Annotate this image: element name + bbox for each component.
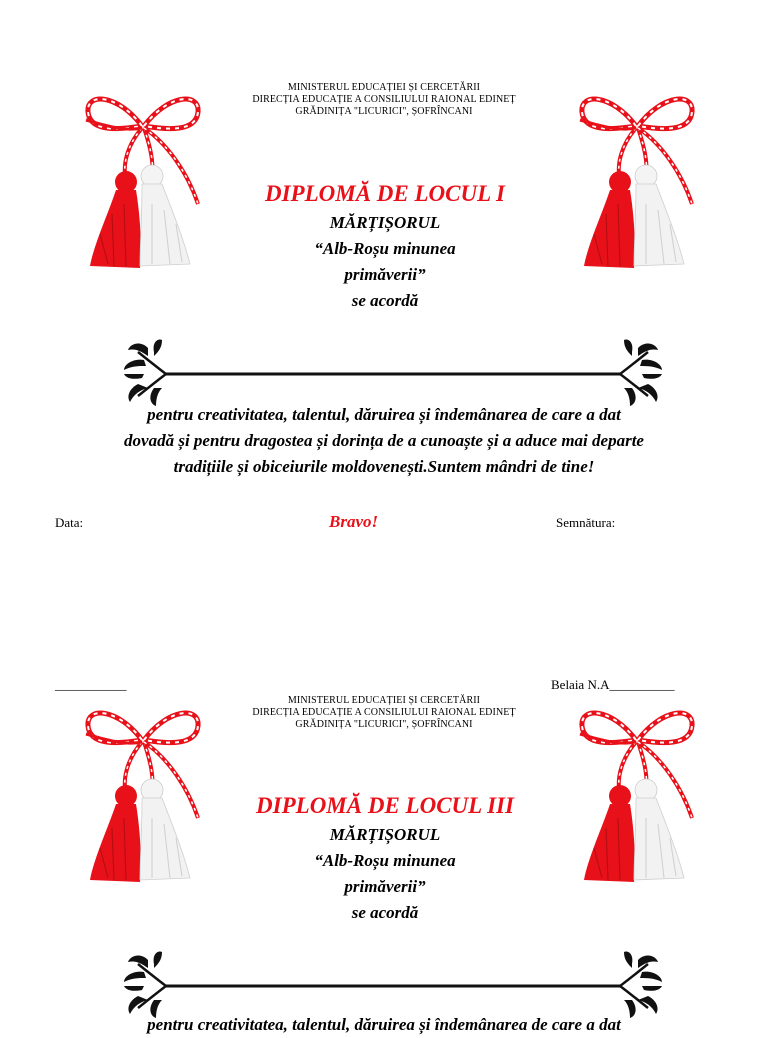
awarded-to: se acordă: [351, 903, 419, 922]
header-ministry: MINISTERUL EDUCAȚIEI ȘI CERCETĂRII: [287, 695, 481, 706]
martisor-tassel-icon: [78, 84, 208, 274]
header-ministry: MINISTERUL EDUCAȚIEI ȘI CERCETĂRII: [287, 82, 481, 93]
martisor-tassel-icon: [78, 698, 208, 888]
diploma-title: DIPLOMĂ DE LOCUL III: [256, 793, 514, 818]
contest-name: MĂRȚIȘORUL: [329, 825, 441, 844]
contest-motto-line2: primăverii”: [344, 265, 426, 284]
signature-value: Belaia N.A__________: [551, 677, 675, 692]
diploma-subtitle: [220, 210, 550, 314]
institution-header: [234, 82, 534, 118]
header-kindergarten: GRĂDINIȚA "LICURICI", ȘOFRÎNCANI: [295, 719, 473, 730]
citation-line3: tradițiile și obiceiurile moldovenești.Suntem mândri de tine!: [173, 457, 595, 476]
diploma-citation: [40, 1012, 728, 1038]
contest-name: MĂRȚIȘORUL: [329, 213, 441, 232]
contest-motto-line1: “Alb-Roșu minunea: [314, 239, 456, 258]
citation-line2: dovadă și pentru dragostea și dorința de a cunoaște și a aduce mai departe: [124, 431, 644, 450]
contest-motto-line1: “Alb-Roșu minunea: [314, 851, 456, 870]
header-directorate: DIRECȚIA EDUCAȚIE A CONSILIULUI RAIONAL EDINEȚ: [252, 94, 516, 105]
diploma-title: DIPLOMĂ DE LOCUL I: [264, 181, 506, 206]
bravo-text: Bravo!: [329, 512, 379, 531]
awarded-to: se acordă: [351, 291, 419, 310]
date-label: Data:: [55, 515, 84, 530]
contest-motto-line2: primăverii”: [344, 877, 426, 896]
martisor-tassel-icon: [572, 698, 702, 888]
leaf-scroll-divider: [118, 338, 668, 408]
diploma-citation: [40, 402, 728, 480]
leaf-scroll-divider: [118, 950, 668, 1020]
header-kindergarten: GRĂDINIȚA "LICURICI", ȘOFRÎNCANI: [295, 106, 473, 117]
citation-line1: pentru creativitatea, talentul, dăruirea și îndemânarea de care a dat: [147, 405, 621, 424]
signature-label: Semnătura:: [556, 515, 616, 530]
martisor-tassel-icon: [572, 84, 702, 274]
institution-header: [234, 695, 534, 731]
diploma-subtitle: [220, 822, 550, 926]
citation-line1: pentru creativitatea, talentul, dăruirea și îndemânarea de care a dat: [147, 1015, 621, 1034]
date-blank-line: ___________: [55, 677, 127, 692]
header-directorate: DIRECȚIA EDUCAȚIE A CONSILIULUI RAIONAL EDINEȚ: [252, 707, 516, 718]
